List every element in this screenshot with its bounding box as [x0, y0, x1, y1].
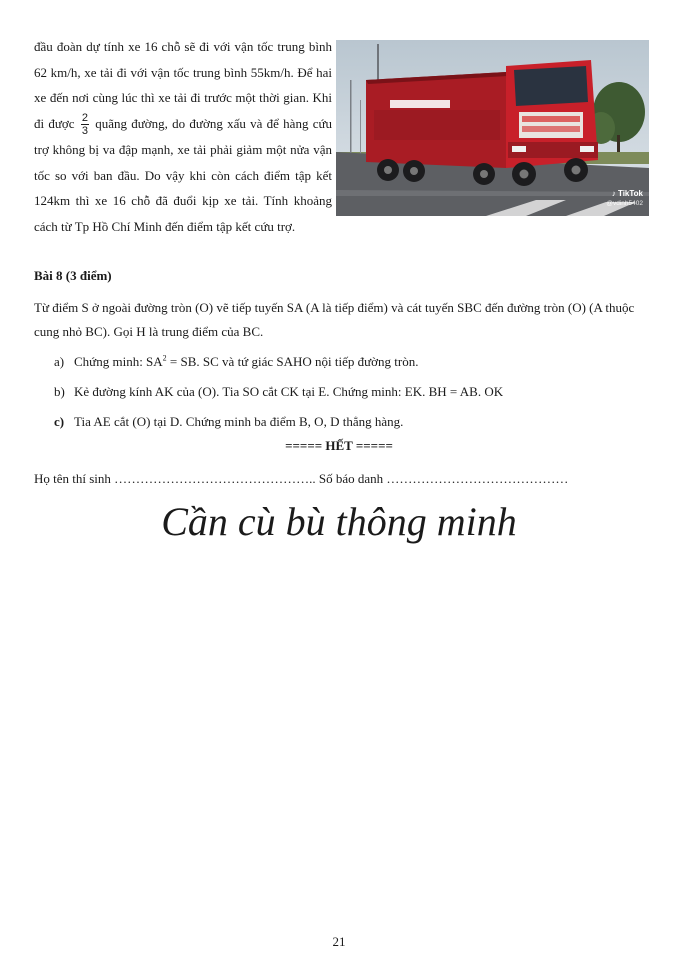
item-c-text: Tia AE cắt (O) tại D. Chứng minh ba điểm B, O, D thẳng hàng.: [74, 414, 404, 429]
candidate-info-line: Họ tên thí sinh ……………………………………….. Số báo danh ……………………………………: [34, 471, 569, 486]
truck-illustration: [336, 40, 649, 216]
problem8-intro: Từ điểm S ở ngoài đường tròn (O) vẽ tiếp tuyến SA (A là tiếp điểm) và cát tuyến SBC đến đường tròn (O) (A thuộc cung nhỏ BC). Gọi H là trung điểm của BC.: [34, 300, 635, 339]
problem7-paragraph: [34, 34, 332, 240]
tiktok-logo-icon: ♪: [611, 189, 618, 198]
problem7-text-before: đầu đoàn dự tính xe 16 chỗ sẽ đi với vận tốc trung bình 62 km/h, xe tải đi với vận tốc trung bình 55km/h. Để hai xe đến nơi cùng lúc thì xe tải đi trước một thời gian. Khi đi được: [34, 39, 332, 131]
problem8-heading: Bài 8 (3 điểm): [34, 268, 112, 283]
item-a-pre: Chứng minh: SA: [74, 354, 163, 369]
end-marker: ===== HẾT =====: [285, 438, 393, 453]
motto: Cần cù bù thông minh: [161, 499, 517, 544]
item-b-text: Kẻ đường kính AK của (O). Tia SO cắt CK tại E. Chứng minh: EK. BH = AB. OK: [74, 384, 504, 399]
problem8-item-c: [54, 414, 403, 430]
tiktok-watermark: [606, 189, 643, 208]
fraction-two-thirds: [81, 112, 89, 137]
item-c-label: c): [54, 414, 65, 429]
problem8-item-a: [54, 354, 419, 370]
item-a-post: = SB. SC và tứ giác SAHO nội tiếp đường tròn.: [166, 354, 419, 369]
tiktok-handle: @vdinh5402: [606, 200, 643, 207]
fraction-denominator: 3: [81, 125, 88, 138]
page-number: 21: [332, 934, 346, 949]
tiktok-label: TikTok: [617, 189, 643, 198]
fraction-numerator: 2: [81, 112, 88, 125]
problem8-item-b: [54, 384, 503, 400]
item-a-label: a): [54, 354, 65, 369]
problem7-text-after: quãng đường, do đường xấu và để hàng cứu trợ không bị va đập mạnh, xe tải phải giảm một nửa vận tốc so với ban đầu. Do vậy khi còn cách điểm tập kết 124km thì xe 16 chỗ đã đuổi kịp xe tải. Tính khoảng cách từ Tp Hồ Chí Minh đến điểm tập kết cứu trợ.: [34, 115, 333, 235]
item-a-sup: 2: [162, 353, 167, 363]
truck-photo: [336, 40, 649, 216]
item-b-label: b): [54, 384, 65, 399]
